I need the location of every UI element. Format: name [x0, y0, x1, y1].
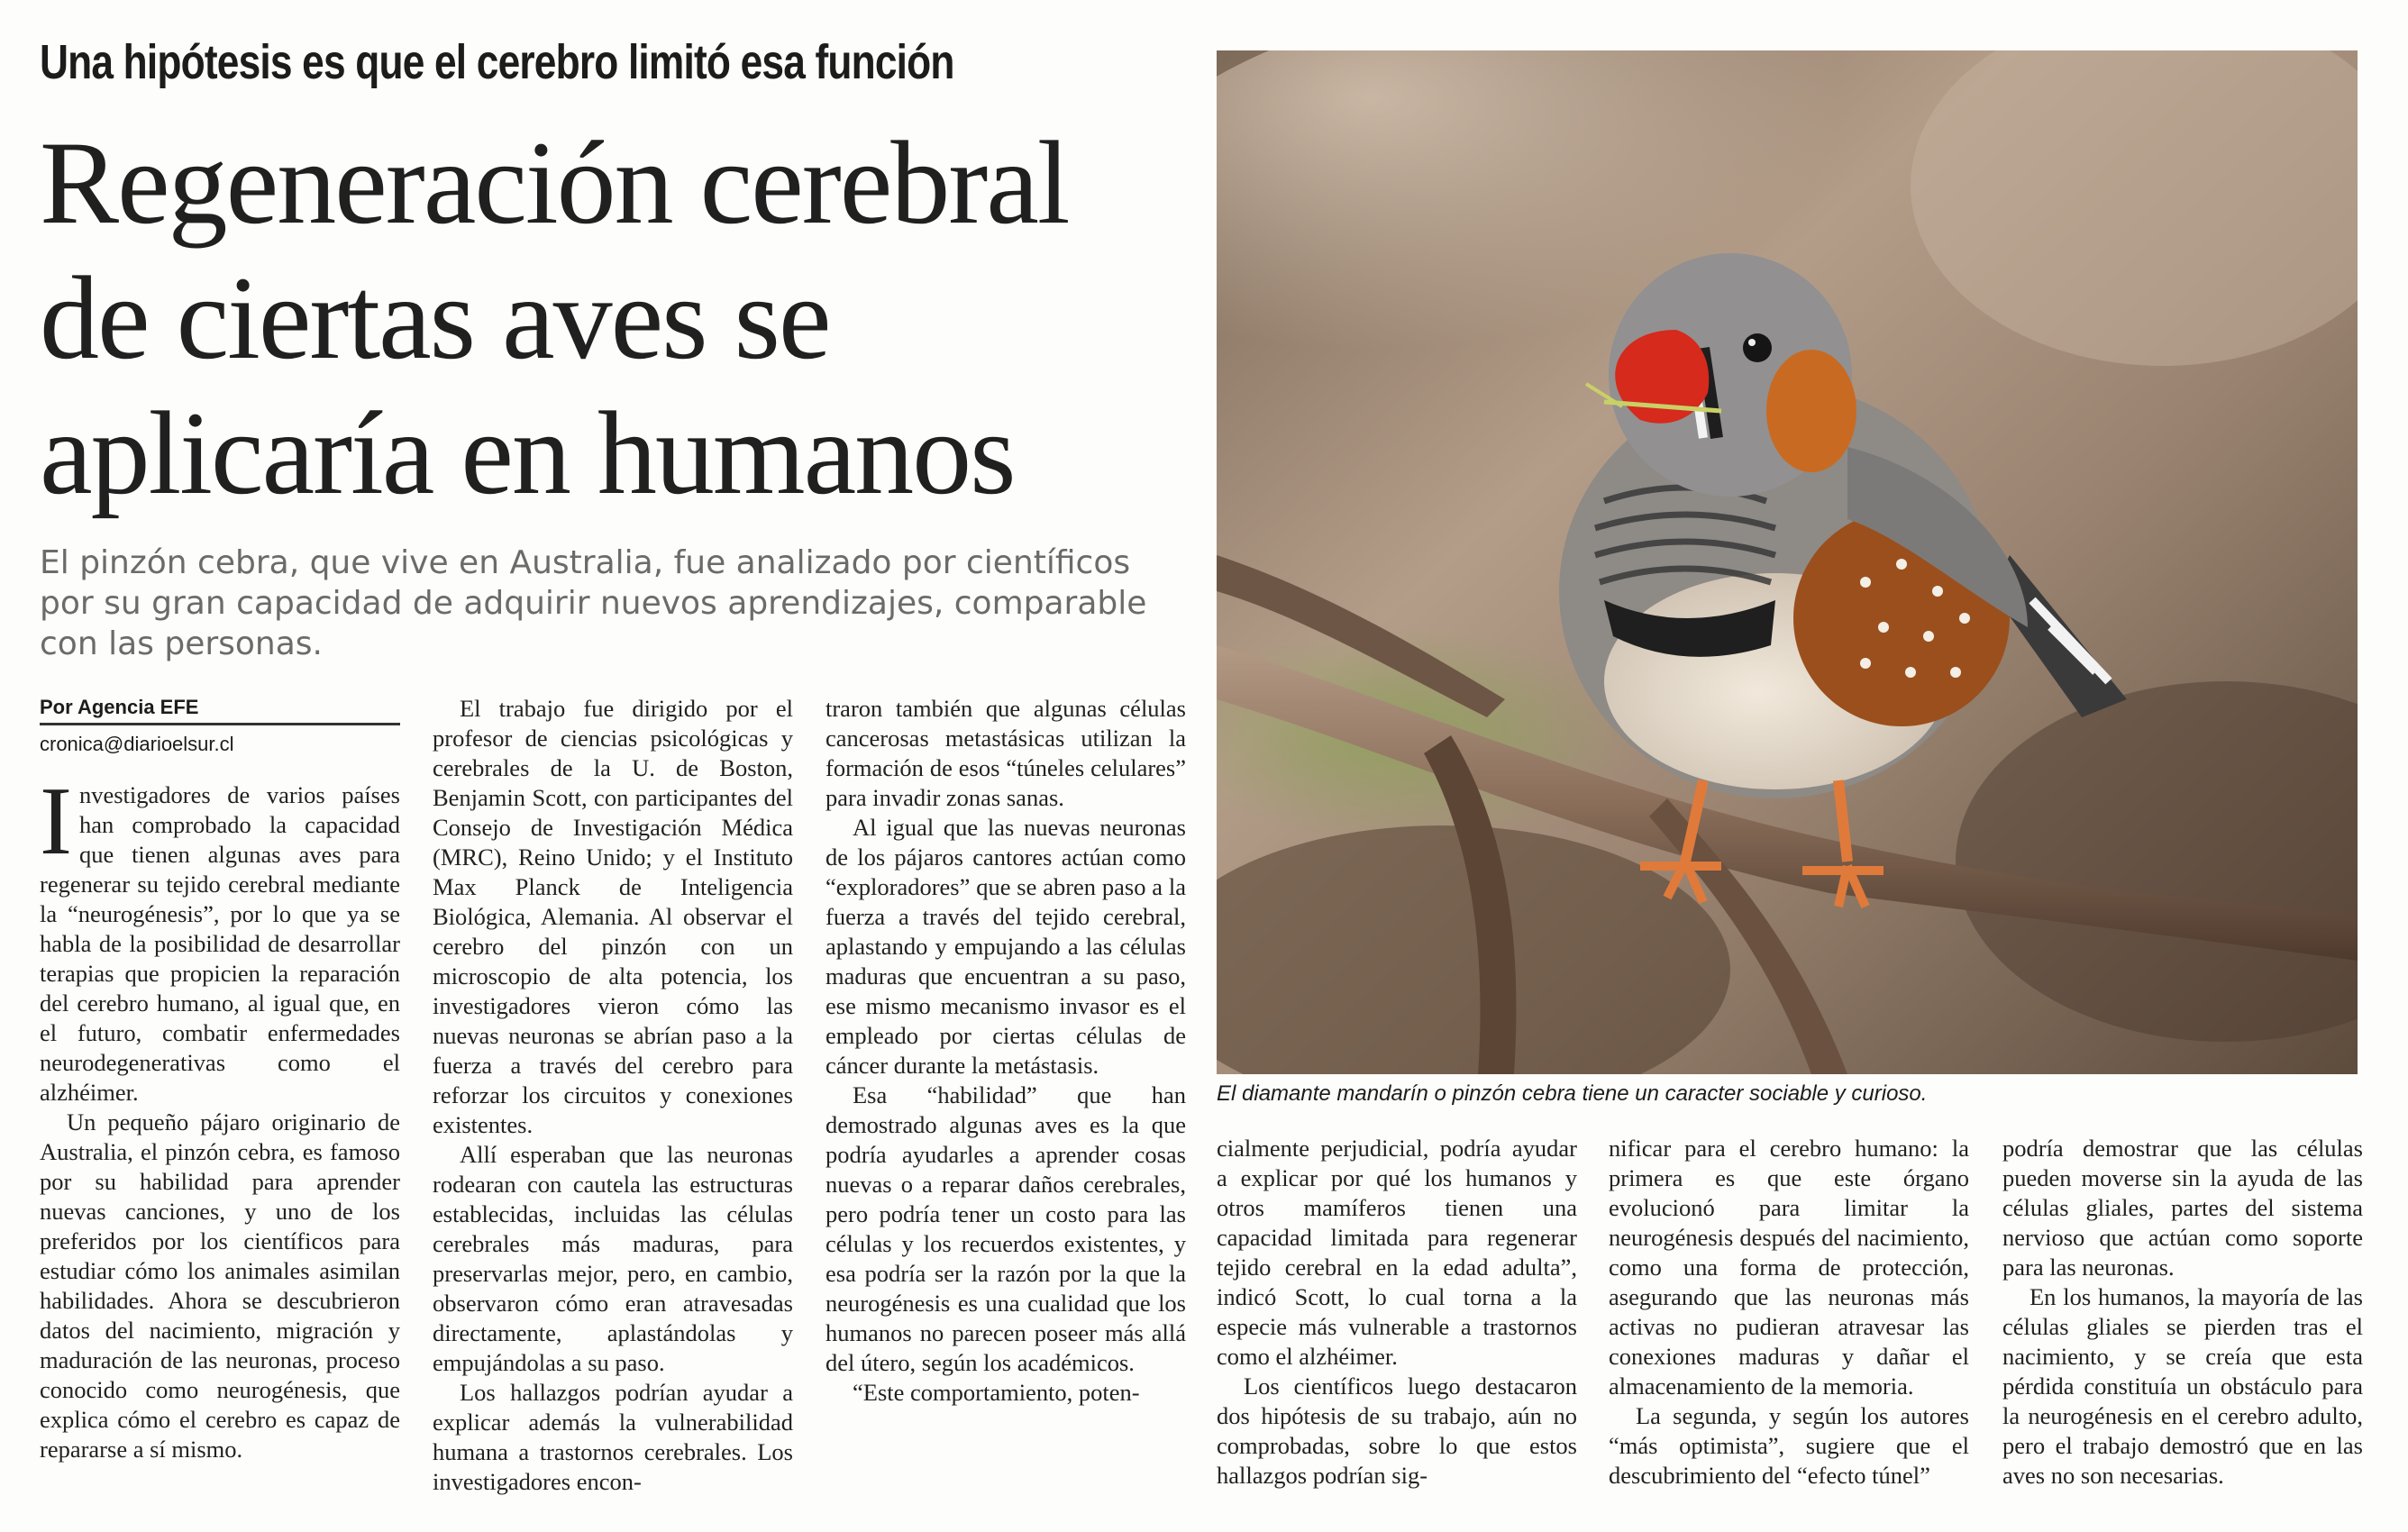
paragraph: Esa “habilidad” que han demostrado algunas aves es la que podría ayudarles a aprender cosas nuevas o a reparar daños cerebrales, pero podría tener un costo para las células y los recuerdos existentes, y esa podría ser la razón por la que la neurogénesis es una cualidad que los humanos no parecen poseer más allá del útero, según los académicos.	[825, 1081, 1186, 1376]
article-column-5	[1609, 1134, 1969, 1491]
paragraph: En los humanos, la mayoría de las células gliales se pierden tras el nacimiento, y se creía que esta pérdida constituía un obstáculo para la neurogénesis en el cerebro adulto, pero el trabajo demostró que en las aves no son necesarias.	[2002, 1283, 2363, 1489]
zebra-finch-photo	[1217, 50, 2358, 1074]
article-column-6	[2002, 1134, 2363, 1491]
article-column-2	[433, 694, 793, 1497]
photo-caption: El diamante mandarín o pinzón cebra tiene un caracter sociable y curioso.	[1217, 1081, 1928, 1106]
paragraph: Un pequeño pájaro originario de Australia, el pinzón cebra, es famoso por su habilidad para aprender nuevas canciones, y uno de los preferidos por los científicos para estudiar cómo los animales asimilan habilidades. Ahora se descubrieron datos del nacimiento, migración y maduración de las neuronas, proceso conocido como neurogénesis, que explica cómo el cerebro es capaz de repararse a sí mismo.	[40, 1108, 400, 1463]
paragraph: Al igual que las nuevas neuronas de los pájaros cantores actúan como “exploradores” que se abren paso a la fuerza a través del tejido cerebral, aplastando y empujando a las células maduras que encuentran a su paso, ese mismo mecanismo invasor es el empleado por ciertas células de cáncer durante la metástasis.	[825, 814, 1186, 1079]
paragraph: Los científicos luego destacaron dos hipótesis de su trabajo, aún no comprobadas, sobre lo que estos hallazgos podrían sig-	[1217, 1372, 1577, 1489]
byline-author: Por Agencia EFE	[40, 696, 400, 725]
headline-line-2: de ciertas aves se	[40, 251, 830, 384]
headline-line-1: Regeneración cerebral	[40, 116, 1069, 249]
headline	[40, 115, 1211, 521]
paragraph: nificar para el cerebro humano: la primera es que este órgano evolucionó para limitar la neurogénesis después del nacimiento, como una forma de protección, asegurando que las neuronas más activas no pudieran atravesar las conexiones maduras y dañar el almacenamiento de la memoria.	[1609, 1135, 1969, 1400]
paragraph: traron también que algunas células cancerosas metastásicas utilizan la formación de esos “túneles celulares” para invadir zonas sanas.	[825, 695, 1186, 811]
article-column-4	[1217, 1134, 1577, 1491]
paragraph: podría demostrar que las células pueden moverse sin la ayuda de las células gliales, partes del sistema nervioso que actúan como soporte para las neuronas.	[2002, 1135, 2363, 1281]
article-column-1	[40, 768, 400, 1464]
paragraph: “Este comportamiento, poten-	[853, 1379, 1140, 1406]
paragraph: Allí esperaban que las neuronas rodearan con cautela las estructuras establecidas, incluidas las células cerebrales más maduras, para preservarlas mejor, pero, en cambio, observaron cómo eran atravesadas directamente, aplastándolas y empujándolas a su paso.	[433, 1141, 793, 1376]
paragraph: El trabajo fue dirigido por el profesor de ciencias psicológicas y cerebrales de la U. de Boston, Benjamin Scott, con participantes del Consejo de Investigación Médica (MRC), Reino Unido; y el Instituto Max Planck de Inteligencia Biológica, Alemania. Al observar el cerebro del pinzón con un microscopio de alta potencia, los investigadores vieron cómo las nuevas neuronas se abrían paso a la fuerza a través del cerebro para reforzar los circuitos y conexiones existentes.	[433, 695, 793, 1138]
byline-email: cronica@diarioelsur.cl	[40, 733, 234, 755]
paragraph: cialmente perjudicial, podría ayudar a explicar por qué los humanos y otros mamíferos tienen una capacidad limitada para regenerar tejido cerebral en la edad adulta”, indicó Scott, lo cual torna a la especie más vulnerable a trastornos como el alzhéimer.	[1217, 1135, 1577, 1370]
drop-cap: I	[40, 768, 72, 875]
headline-line-3: aplicaría en humanos	[40, 387, 1015, 519]
paragraph: Los hallazgos podrían ayudar a explicar además la vulnerabilidad humana a trastornos cerebrales. Los investigadores encon-	[433, 1379, 793, 1495]
article-column-3	[825, 694, 1186, 1408]
byline	[40, 696, 400, 756]
deck-summary: El pinzón cebra, que vive en Australia, fue analizado por científicos por su gran capacidad de adquirir nuevos aprendizajes, comparable con las personas.	[40, 544, 1147, 662]
paragraph: nvestigadores de varios países han comprobado la capacidad que tienen algunas aves para regenerar su tejido cerebral mediante la “neurogénesis”, por lo que ya se habla de la posibilidad de desarrollar terapias que propicien la reparación del cerebro humano, al igual que, en el futuro, combatir enfermedades neurodegenerativas como el alzhéimer.	[40, 781, 400, 1106]
kicker: Una hipótesis es que el cerebro limitó esa función	[40, 35, 954, 89]
paragraph: La segunda, y según los autores “más optimista”, sugiere que el descubrimiento del “efecto túnel”	[1609, 1402, 1969, 1489]
